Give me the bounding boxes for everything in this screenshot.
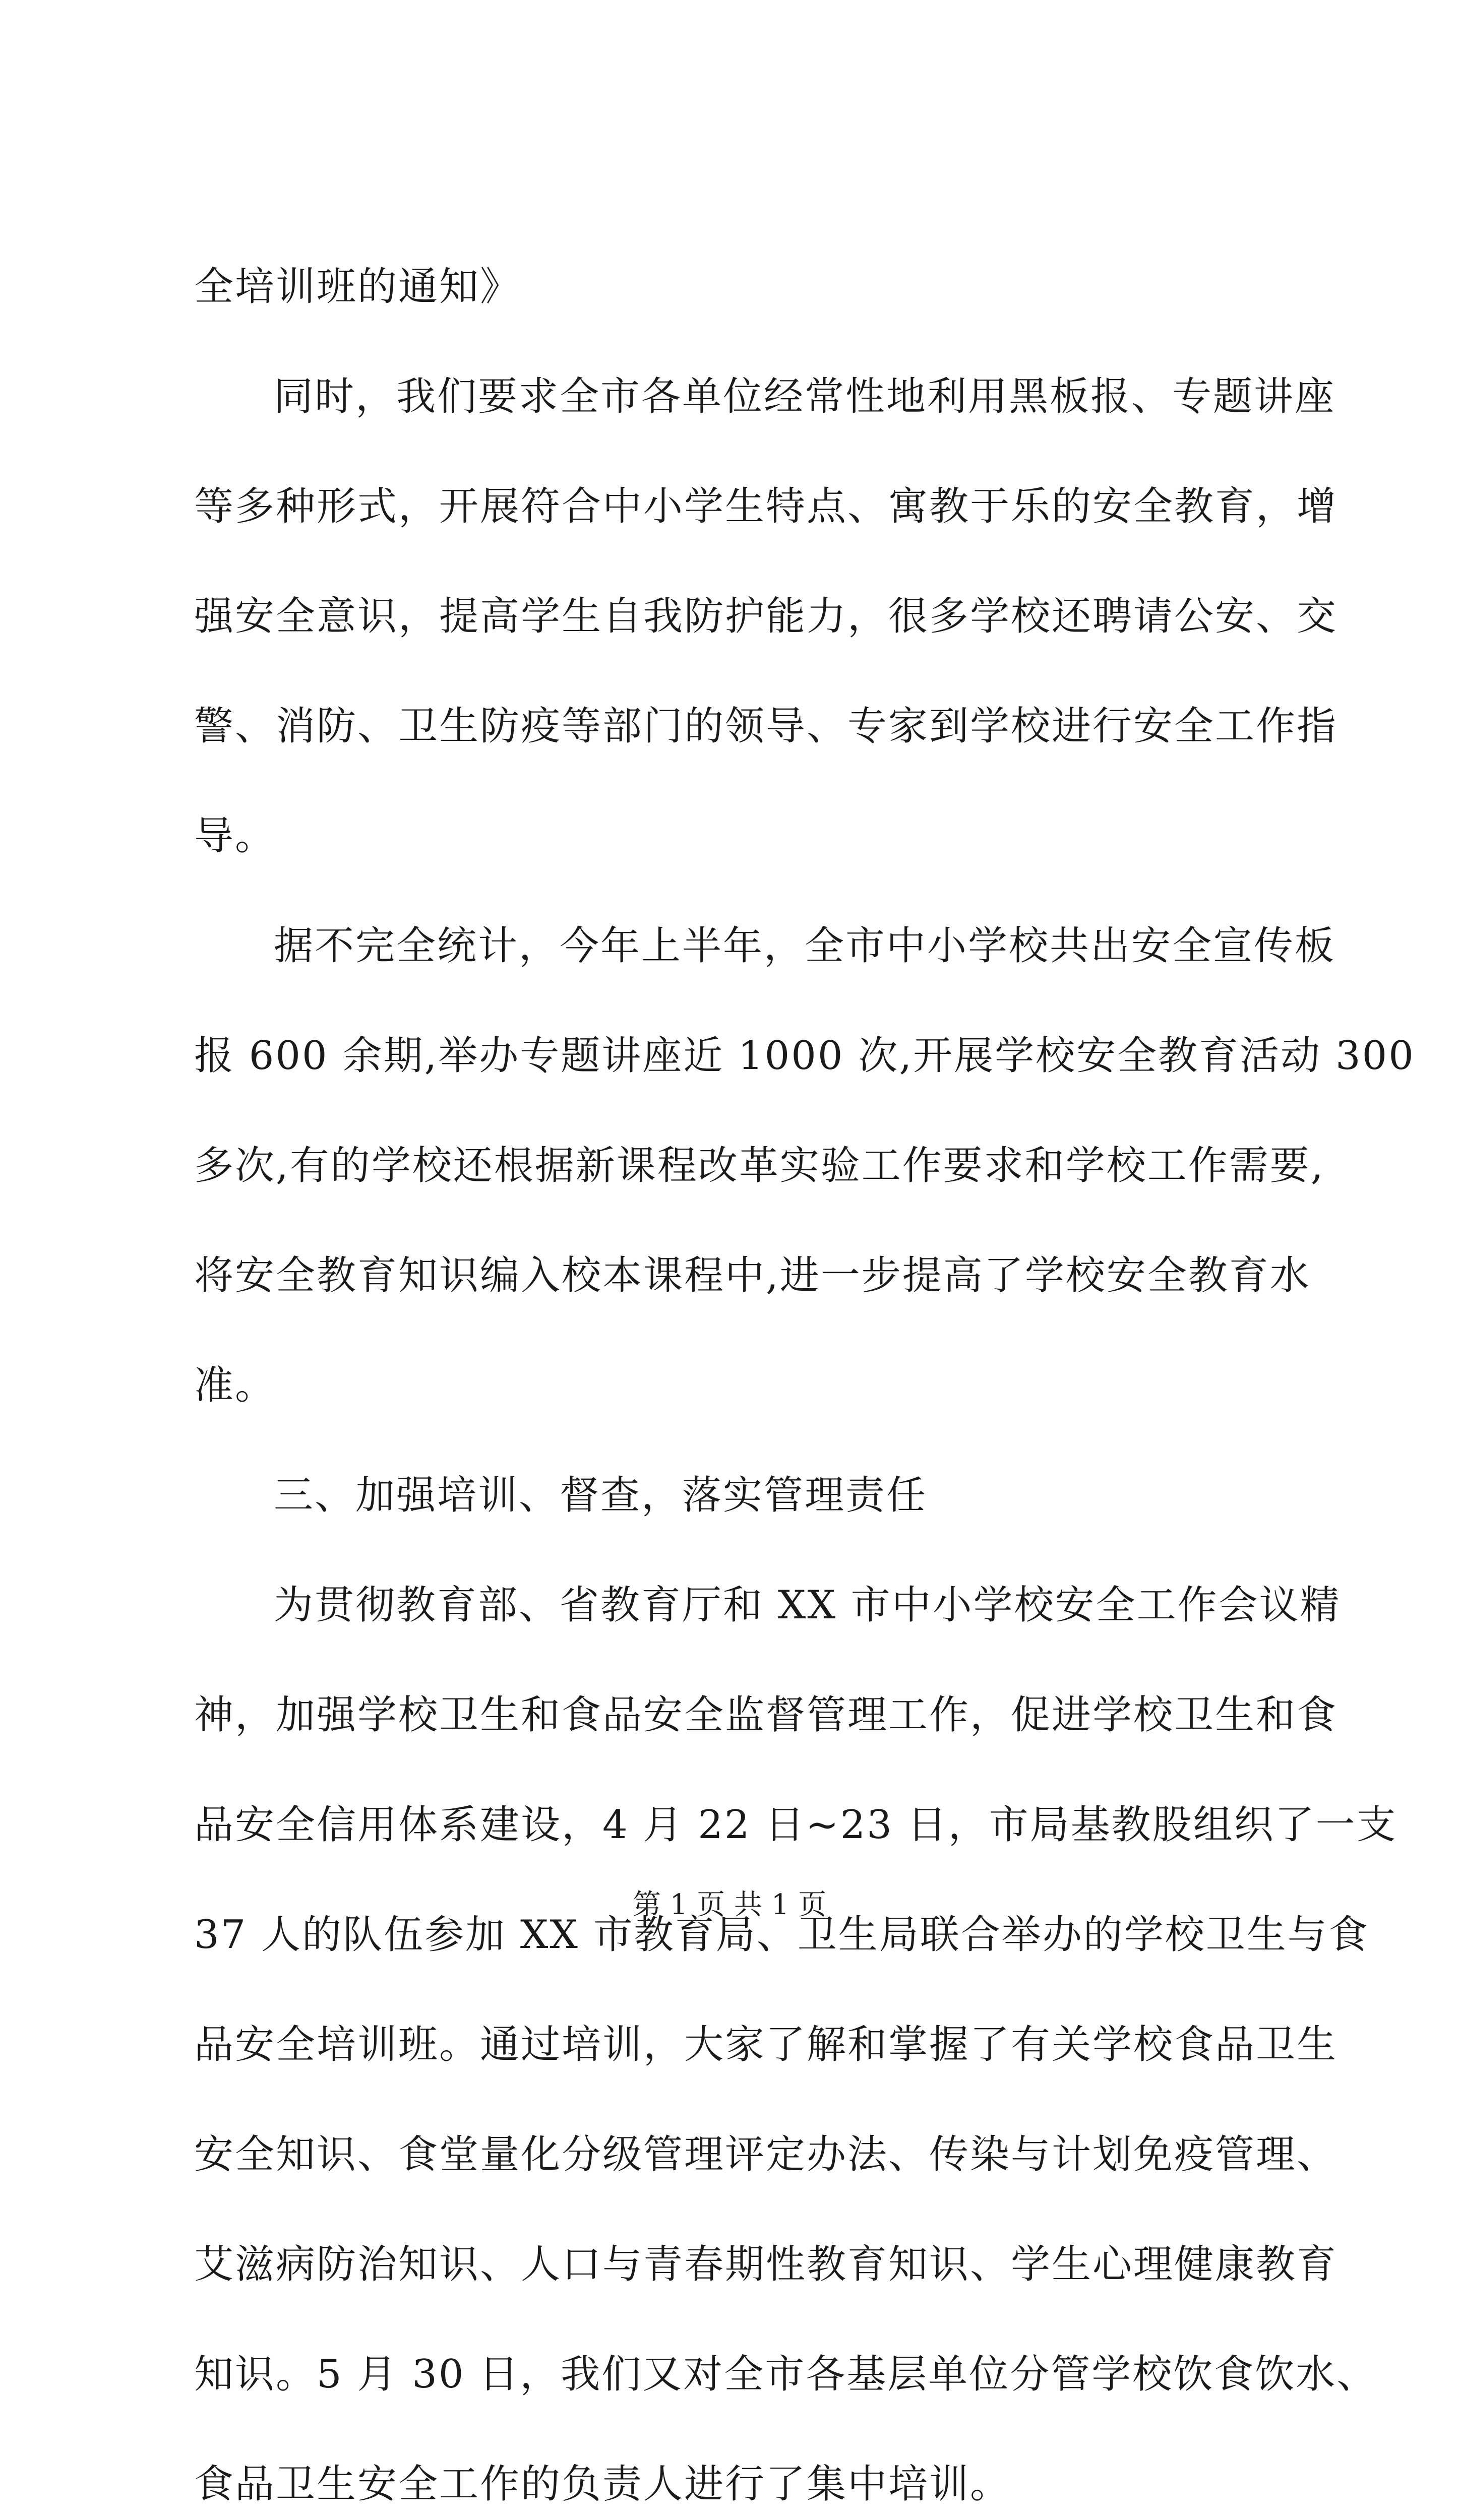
paragraph-line: 据不完全统计，今年上半年，全市中小学校共出安全宣传板 <box>274 923 1336 969</box>
paragraph-line: 同时，我们要求全市各单位经常性地利用黑板报、专题讲座 <box>274 374 1336 419</box>
paragraph-line: 知识。5 月 30 日，我们又对全市各基层单位分管学校饮食饮水、 <box>194 2352 1378 2397</box>
paragraph-line: 将安全教育知识编入校本课程中,进一步提高了学校安全教育水 <box>194 1253 1311 1298</box>
paragraph-line: 强安全意识，提高学生自我防护能力，很多学校还聘请公安、交 <box>194 594 1338 639</box>
paragraph-line: 品安全信用体系建设，4 月 22 日~23 日，市局基教股组织了一支 <box>194 1802 1397 1848</box>
paragraph-line: 品安全培训班。通过培训，大家了解和掌握了有关学校食品卫生 <box>194 2022 1338 2067</box>
paragraph-line: 导。 <box>194 813 276 859</box>
paragraph-line: 警、消防、卫生防疫等部门的领导、专家到学校进行安全工作指 <box>194 704 1338 749</box>
paragraph-line: 神，加强学校卫生和食品安全监督管理工作，促进学校卫生和食 <box>194 1692 1338 1738</box>
paragraph-line: 等多种形式，开展符合中小学生特点、寓教于乐的安全教育，增 <box>194 484 1338 529</box>
paragraph-line: 艾滋病防治知识、人口与青春期性教育知识、学生心理健康教育 <box>194 2242 1338 2287</box>
paragraph-line: 全培训班的通知》 <box>194 264 521 309</box>
page-number-footer: 第 1 页 共 1 页 <box>632 1888 827 1921</box>
paragraph-line: 安全知识、食堂量化分级管理评定办法、传染与计划免疫管理、 <box>194 2132 1338 2177</box>
paragraph-line: 多次,有的学校还根据新课程改革实验工作要求和学校工作需要, <box>194 1143 1325 1188</box>
paragraph-line: 为贯彻教育部、省教育厅和 XX 市中小学校安全工作会议精 <box>274 1583 1341 1628</box>
paragraph-line: 准。 <box>194 1363 276 1408</box>
document-body <box>194 232 1415 2520</box>
paragraph-line: 报 600 余期,举办专题讲座近 1000 次,开展学校安全教育活动 300 <box>194 1033 1415 1079</box>
paragraph-line: 37 人的队伍参加 XX 市教育局、卫生局联合举办的学校卫生与食 <box>194 1912 1369 1958</box>
paragraph-line: 食品卫生安全工作的负责人进行了集中培训。 <box>194 2462 1011 2507</box>
section-heading: 三、加强培训、督查，落实管理责任 <box>274 1473 928 1518</box>
